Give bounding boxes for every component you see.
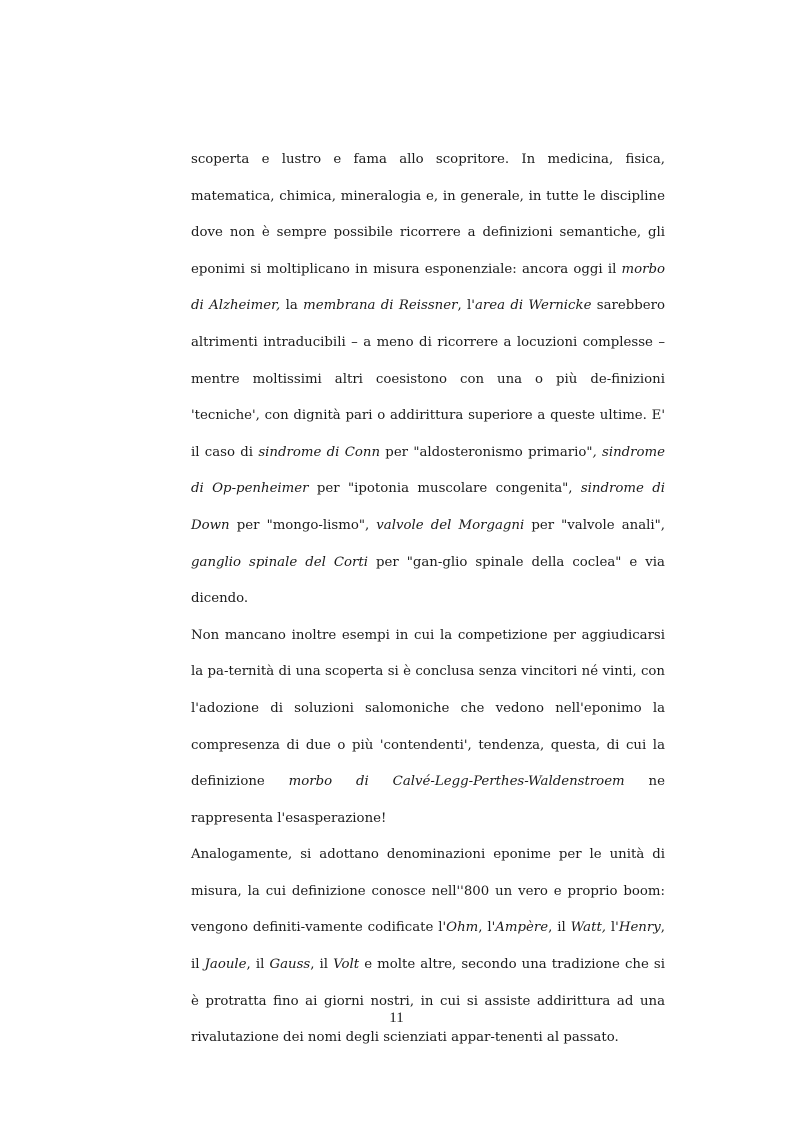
- italic-term: , sindrome di Op-penheimer: [191, 444, 665, 497]
- italic-term: sindrome di Conn: [258, 444, 381, 460]
- text-run: per "aldosteronismo primario": [380, 444, 593, 460]
- italic-term: Henry: [618, 920, 661, 936]
- italic-term: ganglio spinale del Corti: [191, 554, 368, 570]
- italic-term: Volt: [333, 957, 360, 973]
- italic-term: Jaoule: [204, 957, 247, 973]
- italic-term: Watt,: [570, 920, 607, 936]
- text-run: Analogamente, si adottano denominazioni eponime per le unità di misura, la cui definizione conosce nell''800 un vero e proprio boom: vengono definiti-vamente codificate l': [191, 847, 665, 936]
- text-run: per "valvole anali",: [524, 517, 665, 533]
- italic-term: Ampère: [495, 920, 549, 936]
- paragraph-1: [191, 142, 665, 618]
- text-run: , il: [548, 920, 571, 936]
- text-run: per "mongo-lismo",: [229, 517, 377, 533]
- text-run: , l': [478, 920, 496, 936]
- paragraph-2: [191, 618, 665, 838]
- italic-term: morbo di Calvé-Legg-Perthes-Waldenstroem: [288, 774, 625, 790]
- page-number: 11: [389, 1010, 404, 1026]
- text-run: scoperta e lustro e fama allo scopritore. In medicina, fisica, matematica, chimica, mineralogia e, in generale, in tutte le discipline dove non è sempre possibile ricorrere a definizioni semantiche, gli eponimi si moltiplicano in misura esponenziale: ancora oggi il: [191, 152, 665, 277]
- italic-term: sindrome di Down: [191, 481, 666, 533]
- text-run: , il: [310, 957, 334, 973]
- text-run: , il: [191, 920, 665, 973]
- text-run: la: [280, 298, 304, 314]
- body-text: [191, 142, 665, 1057]
- italic-term: morbo di Alzheimer,: [191, 261, 665, 314]
- italic-term: Ohm: [446, 920, 479, 936]
- text-run: e molte altre, secondo una tradizione che si è protratta fino ai giorni nostri, in cui si assiste addirittura ad una rivalutazione dei nomi degli scienziati appar-tenenti al passato.: [191, 957, 666, 1046]
- italic-term: membrana di Reissner: [303, 298, 458, 314]
- italic-term: Gauss: [269, 957, 311, 973]
- text-run: Non mancano inoltre esempi in cui la competizione per aggiudicarsi la pa-ternità di una scoperta si è conclusa senza vincitori né vinti, con l'adozione di soluzioni salomoniche che vedono nell'eponimo la compresenza di due o più 'contendenti', tendenza, questa, di cui la definizione: [191, 627, 665, 790]
- italic-term: valvole del Morgagni: [376, 517, 525, 533]
- text-run: , l': [457, 298, 475, 314]
- text-run: l': [606, 920, 619, 936]
- text-run: ne rappresenta l'esasperazione!: [191, 774, 665, 826]
- text-run: per "gan-glio spinale della coclea" e via dicendo.: [191, 554, 665, 607]
- text-run: sarebbero altrimenti intraducibili – a meno di ricorrere a locuzioni complesse – mentre moltissimi altri coesistono con una o più de-finizioni 'tecniche', con dignità pari o addirittura superiore a queste ultime. E' il caso di: [191, 298, 665, 460]
- text-run: per "ipotonia muscolare congenita",: [308, 481, 581, 497]
- italic-term: area di Wernicke: [474, 298, 592, 314]
- text-run: , il: [246, 957, 270, 973]
